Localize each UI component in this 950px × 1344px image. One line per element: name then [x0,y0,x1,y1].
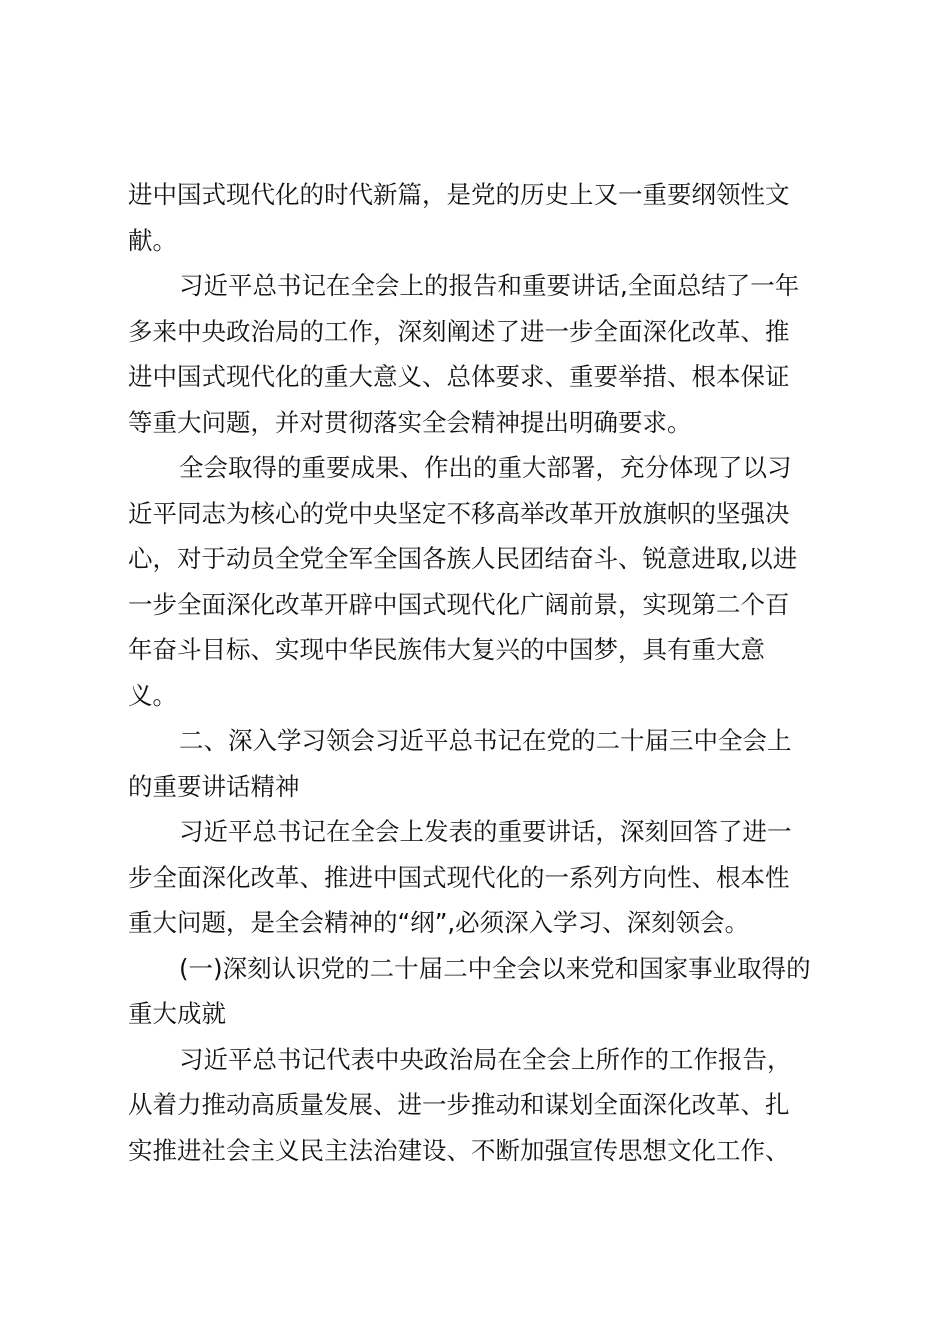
text-line: 步全面深化改革、推进中国式现代化的一系列方向性、根本性 [128,862,790,892]
text-line: 献。 [128,225,177,255]
text-line: 实推进社会主义民主法治建设、不断加强宣传思想文化工作、 [128,1135,790,1165]
document-body [128,172,828,1173]
text-line: 心，对于动员全党全军全国各族人民团结奋斗、锐意进取,以进 [128,544,798,573]
text-line: 等重大问题，并对贯彻落实全会精神提出明确要求。 [128,407,692,437]
subsection-heading-line: (一)深刻认识党的二十届二中全会以来党和国家事业取得的 [179,953,811,983]
text-line: 全会取得的重要成果、作出的重大部署，充分体现了以习 [179,453,792,482]
text-line: 义。 [128,680,177,710]
text-line: 进中国式现代化的重大意义、总体要求、重要举措、根本保证 [128,362,790,391]
text-line: 多来中央政治局的工作，深刻阐述了进一步全面深化改革、推 [128,316,790,346]
text-line: 习近平总书记在全会上发表的重要讲话，深刻回答了进一 [179,817,792,846]
section-heading-line: 二、深入学习领会习近平总书记在党的二十届三中全会上 [179,726,792,755]
text-line: 近平同志为核心的党中央坚定不移高举改革开放旗帜的坚强决 [128,498,790,528]
text-line: 年奋斗目标、实现中华民族伟大复兴的中国梦，具有重大意 [128,635,765,664]
text-line: 进中国式现代化的时代新篇，是党的历史上又一重要纲领性文 [128,180,790,209]
text-line: 重大问题，是全会精神的“纲”,必须深入学习、深刻领会。 [128,908,750,937]
text-line: 习近平总书记代表中央政治局在全会上所作的工作报告， [179,1044,792,1074]
text-line: 习近平总书记在全会上的报告和重要讲话,全面总结了一年 [179,271,800,300]
text-line: 从着力推动高质量发展、进一步推动和谋划全面深化改革、扎 [128,1090,790,1119]
text-line: 一步全面深化改革开辟中国式现代化广阔前景，实现第二个百 [128,589,790,619]
subsection-heading-line: 重大成就 [128,999,226,1028]
section-heading-line: 的重要讲话精神 [128,771,300,801]
